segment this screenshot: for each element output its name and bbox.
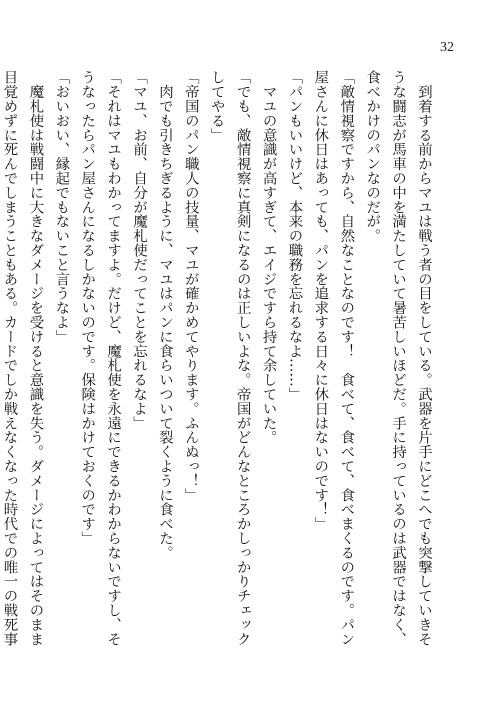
text-line: うな闘志が馬車の中を満たしていて暑苦しいほどだ。手に持っているのは武器ではなく、 (390, 70, 407, 646)
text-line: 肉でも引きちぎるように、マユはパンに食らいついて裂くように食べた。 (156, 70, 173, 560)
text-line: してやる」 (208, 70, 225, 142)
text-line: 「パンもいいけど、本来の職務を忘れるなよ……」 (286, 70, 303, 402)
text-line: 「それはマユもわかってますよ。だけど、魔札使を永遠にできるかわからないですし、そ (105, 70, 122, 646)
text-line: 「敵情視察ですから、自然なことなのです！ 食べて、食べて、食べまくるのです。パン (338, 70, 355, 646)
page-number: 32 (440, 40, 454, 55)
text-line: 到着する前からマユは戦う者の目をしている。武器を片手にどこへでも突撃していきそ (416, 70, 432, 646)
vertical-text-body (1, 70, 436, 680)
text-line: 目覚めずに死んでしまうこともある。カードでしか戦えなくなった時代での唯一の戦死事 (1, 70, 18, 646)
text-line: うなったらパン屋さんになるしかないのです。保険はかけておくのです」 (79, 70, 96, 546)
text-line: 「おいおい、縁起でもないこと言うなよ」 (53, 70, 70, 344)
text-line: 「マユ、お前、自分が魔札使だってことを忘れるなよ」 (131, 70, 148, 430)
text-line: 「でも、敵情視察に真剣になるのは正しいよな。帝国がどんなところかしっかりチェック (234, 70, 251, 646)
text-line: マユの意識が高すぎて、エイジですら持て余していた。 (260, 70, 277, 445)
text-line: 「帝国のパン職人の技量、マユが確かめてやります。ふんぬっ！」 (182, 70, 199, 502)
text-line: 魔札使は戦闘中に大きなダメージを受けると意識を失う。ダメージによってはそのまま (27, 70, 44, 646)
text-line: 屋さんに休日はあっても、パンを追求する日々に休日はないのです！」 (312, 70, 329, 531)
text-line: 食べかけのパンなのだが。 (364, 70, 381, 243)
